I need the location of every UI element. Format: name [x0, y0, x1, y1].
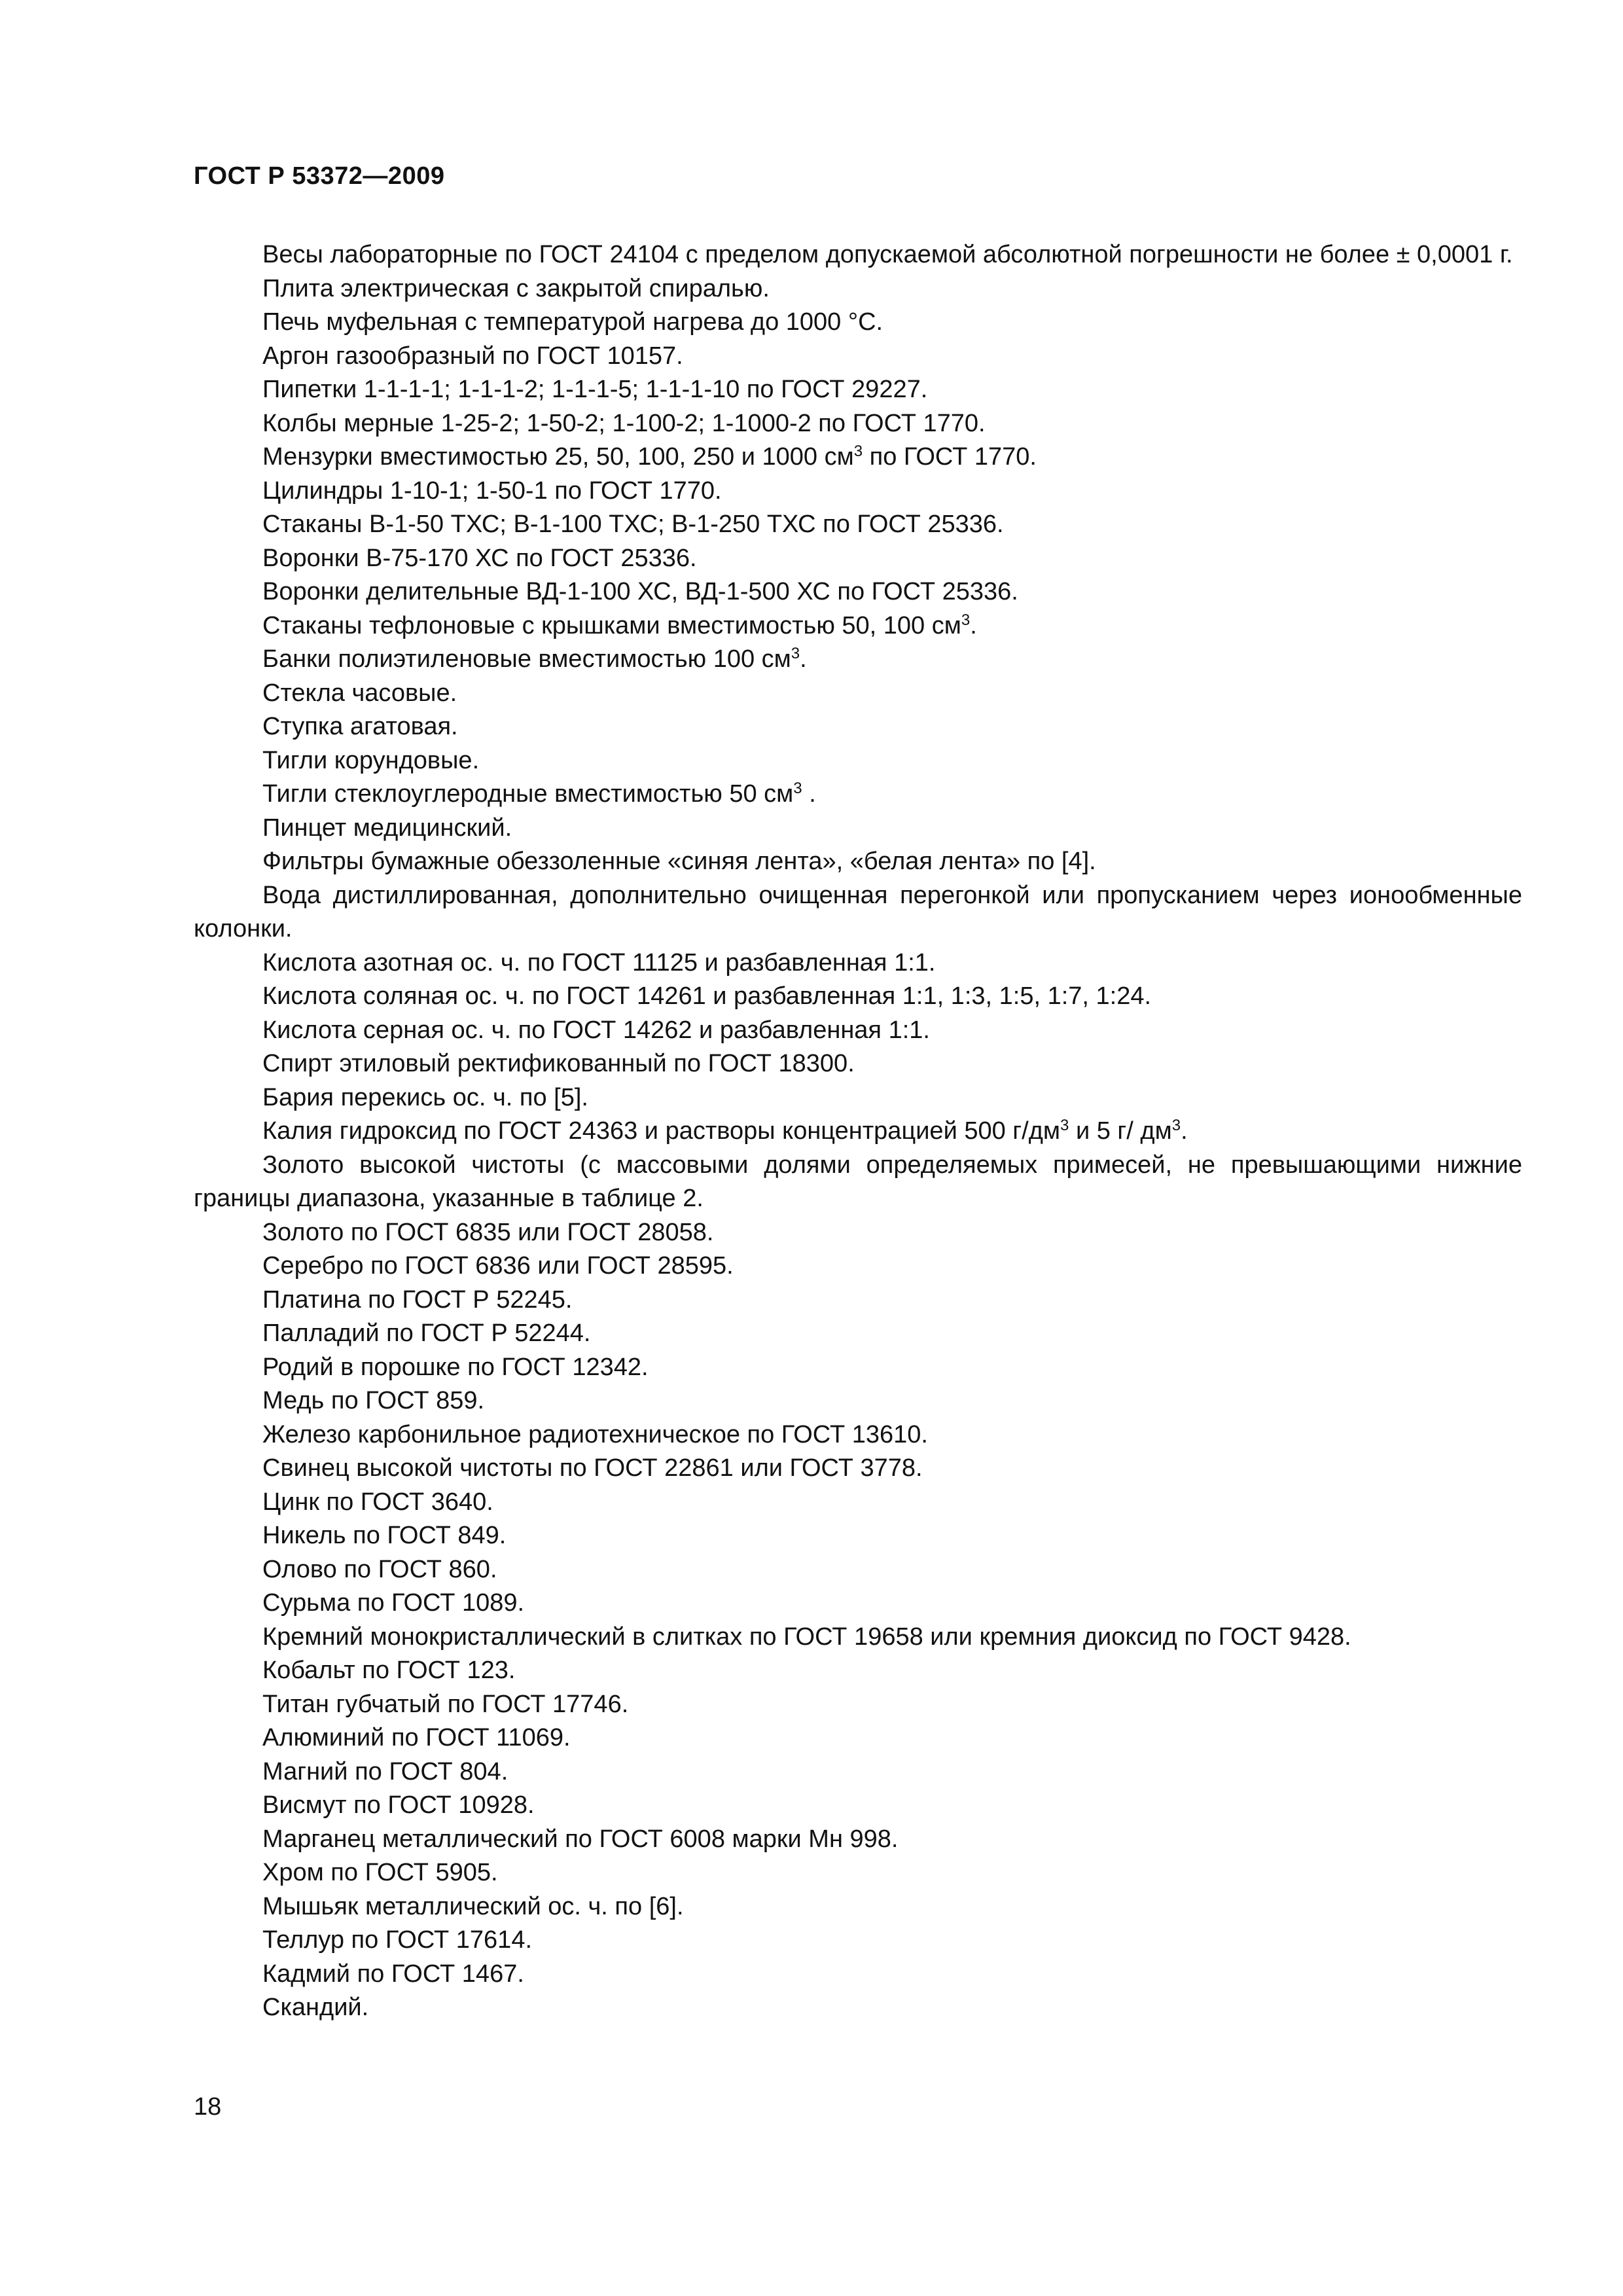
list-item [194, 440, 1522, 475]
list-item: Хром по ГОСТ 5905. [262, 1859, 498, 1886]
list-item: Аргон газообразный по ГОСТ 10157. [262, 342, 683, 370]
list-item: Алюминий по ГОСТ 11069. [262, 1724, 571, 1751]
list-item: Цинк по ГОСТ 3640. [262, 1488, 493, 1516]
list-item [194, 609, 1522, 643]
list-item-text: . [970, 611, 977, 639]
list-item: Марганец металлический по ГОСТ 6008 марки Мн 998. [262, 1825, 899, 1853]
list-item: Пинцет медицинский. [262, 814, 512, 842]
list-item: Фильтры бумажные обеззоленные «синяя лента», «белая лента» по [4]. [262, 848, 1096, 875]
list-item: Родий в порошке по ГОСТ 12342. [262, 1353, 649, 1381]
list-item [194, 643, 1522, 677]
list-item: Стаканы В-1-50 ТХС; В-1-100 ТХС; В-1-250 ТХС по ГОСТ 25336. [262, 511, 1004, 538]
list-item-text: Стаканы тефлоновые с крышками вместимостью 50, 100 см [262, 611, 961, 639]
list-item: Железо карбонильное радиотехническое по ГОСТ 13610. [262, 1420, 928, 1448]
superscript-exponent: 3 [1060, 1117, 1069, 1134]
list-item: Сурьма по ГОСТ 1089. [262, 1589, 525, 1617]
list-item: Золото по ГОСТ 6835 или ГОСТ 28058. [262, 1218, 714, 1246]
list-item: Никель по ГОСТ 849. [262, 1522, 507, 1549]
list-item-text: Банки полиэтиленовые вместимостью 100 см [262, 645, 791, 673]
list-item: Теллур по ГОСТ 17614. [262, 1926, 533, 1954]
list-item-text: по ГОСТ 1770. [863, 443, 1037, 471]
list-item: Вода дистиллированная, дополнительно очищенная перегонкой или пропусканием через ионообменные колонки. [194, 881, 1522, 942]
equipment-and-reagents-list [194, 238, 1522, 2025]
list-item: Кислота азотная ос. ч. по ГОСТ 11125 и разбавленная 1:1. [262, 948, 936, 977]
document-code-header: ГОСТ Р 53372—2009 [194, 162, 445, 190]
list-item: Олово по ГОСТ 860. [262, 1555, 497, 1583]
list-item: Свинец высокой чистоты по ГОСТ 22861 или ГОСТ 3778. [262, 1454, 923, 1482]
list-item: Воронки В-75-170 ХС по ГОСТ 25336. [262, 544, 697, 572]
list-item: Золото высокой чистоты (с массовыми долями определяемых примесей, не превышающими нижние границы диапазона, указанные в таблице 2. [194, 1151, 1522, 1212]
list-item: Плита электрическая с закрытой спиралью. [262, 274, 770, 302]
list-item: Серебро по ГОСТ 6836 или ГОСТ 28595. [262, 1252, 734, 1280]
list-item: Скандий. [262, 1994, 369, 2021]
list-item: Спирт этиловый ректификованный по ГОСТ 18300. [262, 1050, 855, 1077]
list-item: Платина по ГОСТ Р 52245. [262, 1285, 573, 1314]
list-item: Пипетки 1-1-1-1; 1-1-1-2; 1-1-1-5; 1-1-1-10 по ГОСТ 29227. [262, 376, 928, 403]
list-item: Цилиндры 1-10-1; 1-50-1 по ГОСТ 1770. [262, 476, 722, 505]
list-item [194, 1115, 1522, 1149]
superscript-exponent: 3 [961, 611, 971, 629]
superscript-exponent: 3 [791, 645, 800, 662]
list-item: Весы лабораторные по ГОСТ 24104 с пределом допускаемой абсолютной погрешности не более ± 0,0001 г. [262, 241, 1513, 268]
list-item: Кислота серная ос. ч. по ГОСТ 14262 и разбавленная 1:1. [262, 1016, 930, 1044]
list-item-text: . [800, 645, 807, 673]
list-item: Мышьяк металлический ос. ч. по [6]. [262, 1892, 684, 1920]
list-item-text: Тигли стеклоуглеродные вместимостью 50 см [262, 780, 794, 808]
page-number: 18 [194, 2093, 222, 2121]
superscript-exponent: 3 [853, 442, 863, 460]
list-item: Печь муфельная с температурой нагрева до 1000 °С. [262, 308, 883, 336]
list-item-text: Мензурки вместимостью 25, 50, 100, 250 и 1000 см [262, 443, 854, 471]
list-item: Кремний монокристаллический в слитках по ГОСТ 19658 или кремния диоксид по ГОСТ 9428. [262, 1623, 1351, 1651]
list-item: Тигли корундовые. [262, 746, 480, 774]
list-item: Медь по ГОСТ 859. [262, 1387, 485, 1414]
list-item: Кобальт по ГОСТ 123. [262, 1657, 516, 1684]
list-item: Воронки делительные ВД-1-100 ХС, ВД-1-500 ХС по ГОСТ 25336. [262, 578, 1018, 605]
list-item: Висмут по ГОСТ 10928. [262, 1791, 535, 1819]
list-item: Палладий по ГОСТ Р 52244. [262, 1319, 591, 1347]
list-item: Колбы мерные 1-25-2; 1-50-2; 1-100-2; 1-1000-2 по ГОСТ 1770. [262, 409, 986, 437]
list-item-text: . [802, 780, 816, 808]
list-item: Магний по ГОСТ 804. [262, 1757, 508, 1785]
list-item: Стекла часовые. [262, 679, 457, 707]
list-item: Титан губчатый по ГОСТ 17746. [262, 1690, 629, 1718]
list-item: Ступка агатовая. [262, 713, 458, 740]
list-item-text: Калия гидроксид по ГОСТ 24363 и растворы концентрацией 500 г/дм [262, 1117, 1061, 1145]
list-item: Кадмий по ГОСТ 1467. [262, 1960, 524, 1988]
list-item: Бария перекись ос. ч. по [5]. [262, 1083, 588, 1111]
list-item: Кислота соляная ос. ч. по ГОСТ 14261 и разбавленная 1:1, 1:3, 1:5, 1:7, 1:24. [262, 982, 1152, 1010]
superscript-exponent: 3 [1171, 1117, 1181, 1134]
list-item [194, 778, 1522, 812]
list-item-text: . [1181, 1117, 1188, 1145]
superscript-exponent: 3 [793, 780, 802, 797]
list-item-text: и 5 г/ дм [1069, 1117, 1172, 1145]
